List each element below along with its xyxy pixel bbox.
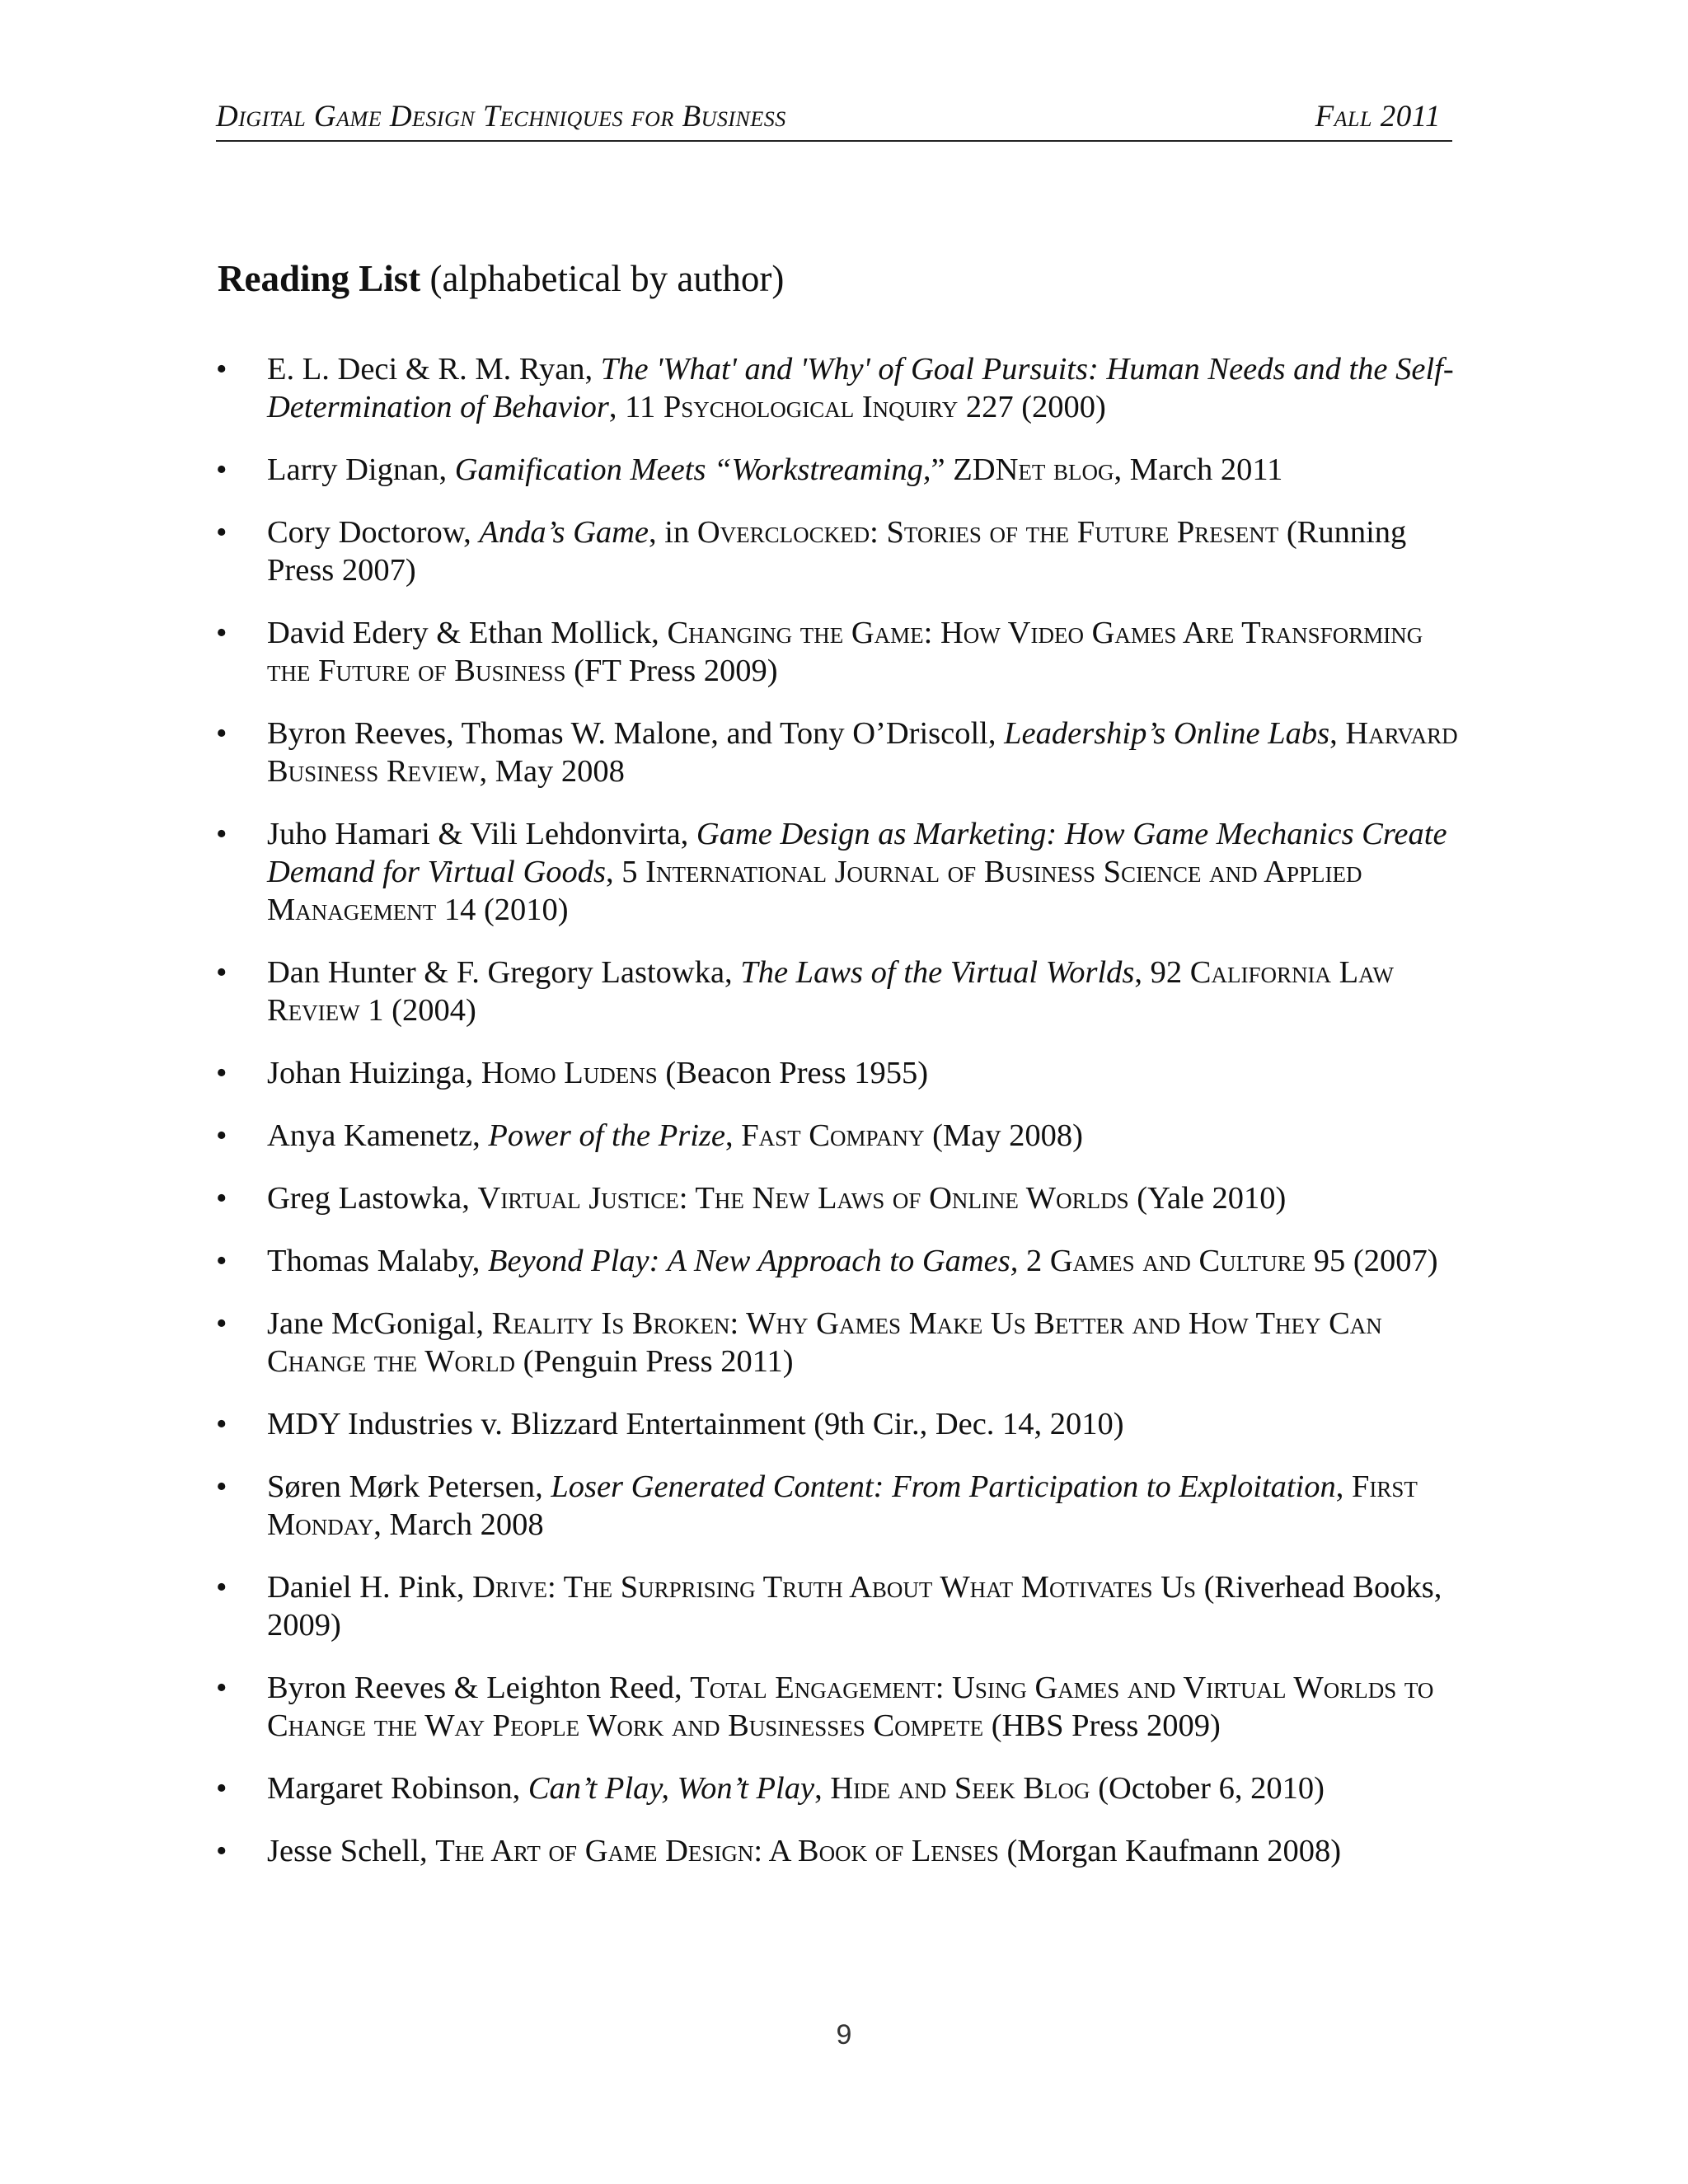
reference-text: Byron Reeves, Thomas W. Malone, and Tony O’Driscoll,: [267, 716, 1005, 751]
reference-title: Power of the Prize: [488, 1118, 725, 1153]
bullet-marker: •: [216, 1407, 227, 1441]
reference-text: Margaret Robinson,: [267, 1771, 528, 1806]
page-number: 9: [836, 2019, 852, 2050]
reference-text: , March 2008: [373, 1507, 544, 1542]
reference-item: [216, 1117, 1469, 1155]
bullet-marker: •: [216, 452, 227, 487]
reference-text: 2: [1018, 1244, 1050, 1278]
bullet-marker: •: [216, 955, 227, 990]
bullet-marker: •: [216, 1056, 227, 1090]
reference-text: Jane McGonigal,: [267, 1306, 492, 1341]
reference-text: , 11: [608, 390, 663, 424]
bullet-marker: •: [216, 817, 227, 851]
reference-source: Harvard Business Review,: [267, 716, 1458, 789]
reference-source: The Art of Game Design: A Book of Lenses: [435, 1834, 999, 1868]
reference-source: First Monday: [267, 1469, 1418, 1542]
reference-text: Byron Reeves & Leighton Reed,: [267, 1671, 691, 1705]
reference-text: (Penguin Press 2011): [515, 1344, 794, 1379]
bullet-marker: •: [216, 1771, 227, 1806]
reference-text: ,: [814, 1771, 831, 1806]
reference-title: Gamification Meets “Workstreaming,: [454, 452, 931, 487]
header-course-title: Digital Game Design Techniques for Business: [216, 100, 786, 134]
reference-title: The 'What' and 'Why' of Goal Pursuits: Human Needs and the Self-Determination of Behavior: [267, 352, 1454, 424]
reference-text: Anya Kamenetz,: [267, 1118, 489, 1153]
reference-item: [216, 1405, 1469, 1443]
reference-item: [216, 1305, 1469, 1380]
reference-text: Cory Doctorow,: [267, 515, 480, 550]
reference-text: , March 2011: [1114, 452, 1283, 487]
reference-source: Overclocked: Stories of the Future Present: [696, 515, 1279, 550]
reference-item: [216, 513, 1469, 589]
reference-text: (Riverhead Books, 2009): [267, 1570, 1442, 1643]
bullet-marker: •: [216, 1834, 227, 1868]
reference-item: [216, 954, 1469, 1029]
reference-item: [216, 1568, 1469, 1644]
bullet-marker: •: [216, 515, 227, 550]
heading-bold: Reading List: [218, 258, 421, 299]
reference-source: Psychological Inquiry: [663, 390, 959, 424]
reference-title: The Laws of the Virtual Worlds: [740, 955, 1135, 990]
reference-title: , Loser Generated Content: From Participation to Exploitation: [535, 1469, 1336, 1504]
reference-source: Total Engagement: Using Games and Virtual Worlds to Change the Way People Work and Businesses Compete: [267, 1671, 1434, 1743]
reference-text: (Yale 2010): [1128, 1181, 1287, 1216]
running-header: [216, 97, 1452, 142]
bullet-marker: •: [216, 1469, 227, 1504]
reading-list: [216, 350, 1469, 1895]
reference-text: Jesse Schell,: [267, 1834, 436, 1868]
reference-text: 95 (2007): [1306, 1244, 1438, 1278]
reference-text: (May 2008): [924, 1118, 1083, 1153]
bullet-marker: •: [216, 1244, 227, 1278]
reference-text: (Beacon Press 1955): [657, 1056, 929, 1090]
bullet-marker: •: [216, 1671, 227, 1705]
reference-text: Greg Lastowka,: [267, 1181, 478, 1216]
reference-text: 227 (2000): [958, 390, 1106, 424]
reference-text: ,: [724, 1118, 742, 1153]
reference-text: (Morgan Kaufmann 2008): [998, 1834, 1342, 1868]
reference-item: [216, 1832, 1469, 1870]
reference-text: (FT Press 2009): [565, 654, 778, 688]
reference-text: 14 (2010): [436, 893, 569, 927]
reference-text: Daniel H. Pink,: [267, 1570, 473, 1605]
reference-text: MDY Industries v. Blizzard Entertainment (9th Cir., Dec. 14, 2010): [267, 1407, 1124, 1441]
reference-source: International Journal of Business Science and Applied Management: [267, 855, 1362, 927]
bullet-marker: •: [216, 716, 227, 751]
reference-source: Changing the Game: How Video Games Are Transforming the Future of Business: [267, 616, 1423, 688]
reading-list-heading: [218, 257, 784, 300]
reference-text: Søren Mørk Petersen: [267, 1469, 536, 1504]
reference-title: Game Design as Marketing: How Game Mechanics Create Demand for Virtual Goods: [267, 817, 1447, 889]
reference-source: Hide and Seek Blog: [830, 1771, 1090, 1806]
bullet-marker: •: [216, 1306, 227, 1341]
reference-source: ZDNet blog: [953, 452, 1114, 487]
reference-item: [216, 715, 1469, 790]
reference-source: Homo Ludens: [481, 1056, 658, 1090]
reference-source: Drive: The Surprising Truth About What Motivates Us: [472, 1570, 1196, 1605]
bullet-marker: •: [216, 616, 227, 650]
reference-text: , 92: [1134, 955, 1190, 990]
reference-source: Reality Is Broken: Why Games Make Us Better and How They Can Change the World: [267, 1306, 1382, 1379]
reference-item: [216, 614, 1469, 690]
reference-item: [216, 1179, 1469, 1217]
reference-title: Anda’s Game: [479, 515, 649, 550]
reference-text: (October 6, 2010): [1090, 1771, 1325, 1806]
reference-text: Larry Dignan,: [267, 452, 455, 487]
reference-item: [216, 1468, 1469, 1544]
reference-text: , 5: [606, 855, 646, 889]
reference-text: (Running Press 2007): [267, 515, 1407, 588]
reference-text: (HBS Press 2009): [983, 1708, 1221, 1743]
reference-item: [216, 1242, 1469, 1280]
reference-item: [216, 1054, 1469, 1092]
reference-title: Can’t Play, Won’t Play: [528, 1771, 815, 1806]
reference-text: , in: [649, 515, 697, 550]
bullet-marker: •: [216, 352, 227, 387]
reference-text: Johan Huizinga,: [267, 1056, 481, 1090]
reference-title: Leadership’s Online Labs: [1004, 716, 1330, 751]
reference-text: 1 (2004): [359, 993, 476, 1028]
reference-text: Juho Hamari & Vili Lehdonvirta,: [267, 817, 696, 851]
reference-item: [216, 1769, 1469, 1807]
reference-source: Fast Company: [741, 1118, 925, 1153]
reference-source: Virtual Justice: The New Laws of Online Worlds: [477, 1181, 1129, 1216]
reference-text: May 2008: [487, 754, 625, 789]
reference-text: ”: [931, 452, 954, 487]
reference-item: [216, 815, 1469, 929]
header-term: Fall 2011: [1315, 100, 1441, 134]
reference-text: ,: [1335, 1469, 1352, 1504]
reference-title: Beyond Play: A New Approach to Games,: [488, 1244, 1019, 1278]
reference-text: Dan Hunter & F. Gregory Lastowka,: [267, 955, 741, 990]
reference-text: ,: [1329, 716, 1346, 751]
reference-item: [216, 451, 1469, 489]
reference-source: Games and Culture: [1049, 1244, 1306, 1278]
reference-text: Thomas Malaby,: [267, 1244, 489, 1278]
reference-item: [216, 1669, 1469, 1745]
reference-source: California Law Review: [267, 955, 1394, 1028]
bullet-marker: •: [216, 1118, 227, 1153]
heading-subtitle: (alphabetical by author): [420, 258, 785, 299]
reference-text: David Edery & Ethan Mollick,: [267, 616, 668, 650]
bullet-marker: •: [216, 1570, 227, 1605]
bullet-marker: •: [216, 1181, 227, 1216]
reference-item: [216, 350, 1469, 426]
reference-text: E. L. Deci & R. M. Ryan,: [267, 352, 601, 387]
